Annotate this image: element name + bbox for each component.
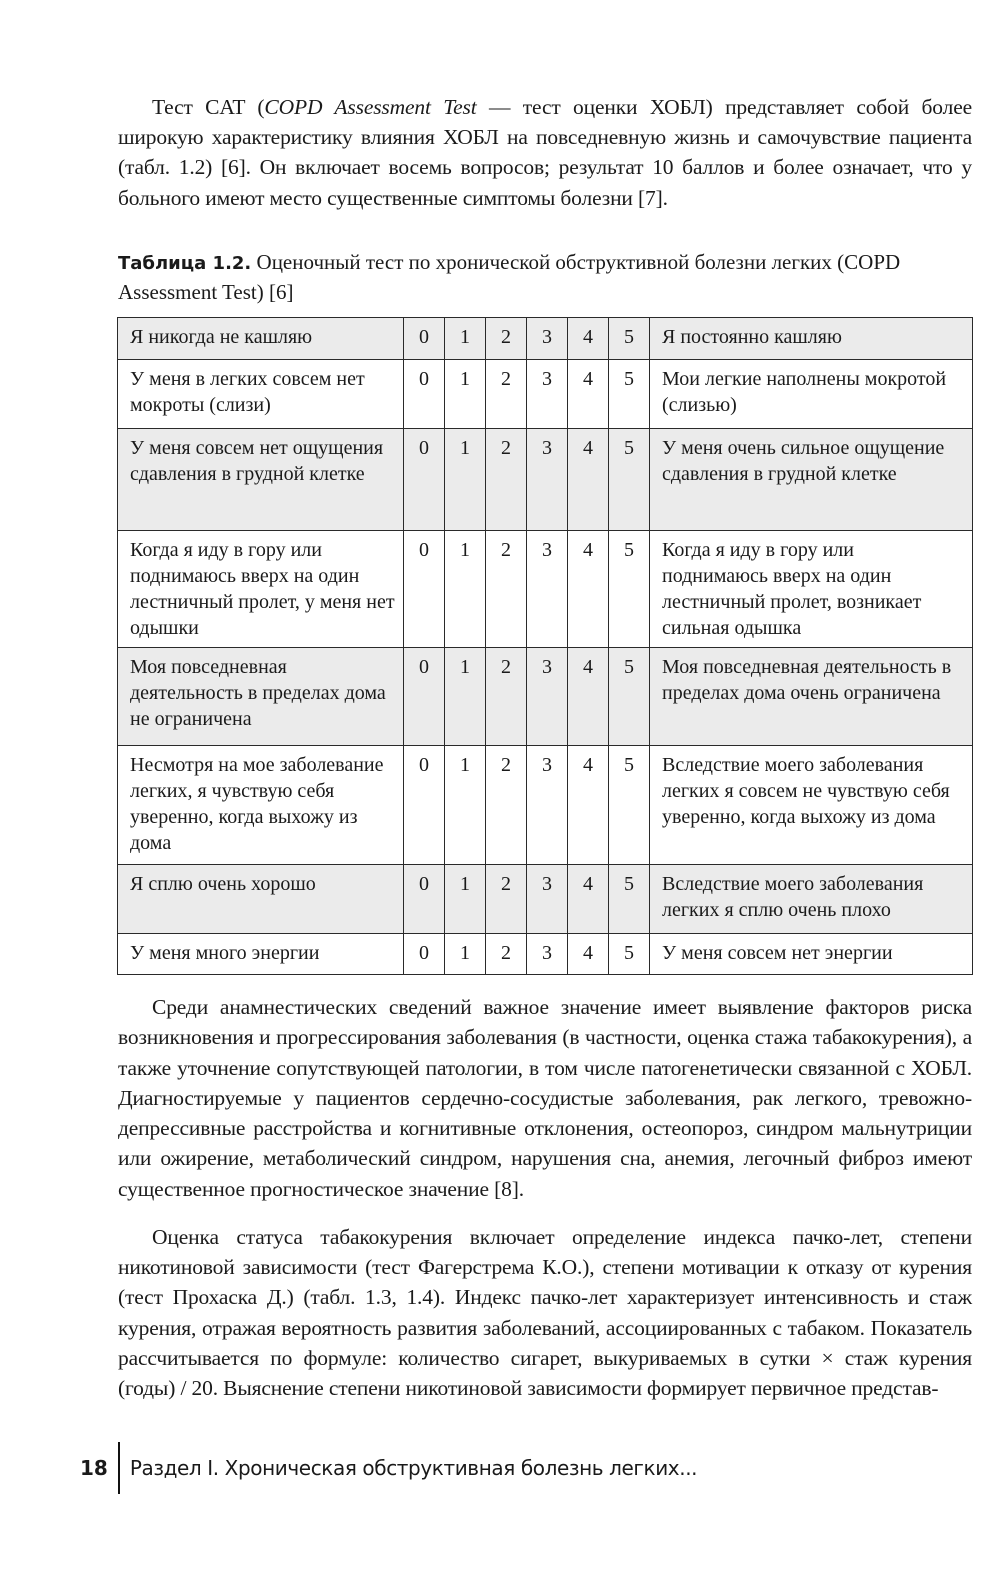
row-right-statement: Когда я иду в гору или поднимаюсь вверх на один лестничный пролет, возникает сильная одышка	[650, 531, 973, 648]
table-row	[118, 746, 973, 865]
score-cell: 2	[486, 360, 527, 429]
score-cell: 0	[404, 746, 445, 865]
score-cell: 4	[568, 429, 609, 531]
score-cell: 0	[404, 318, 445, 360]
row-left-statement: Я сплю очень хорошо	[118, 865, 404, 934]
score-cell: 2	[486, 648, 527, 746]
row-left-statement: Моя повседневная деятельность в пределах дома не ограничена	[118, 648, 404, 746]
score-cell: 0	[404, 865, 445, 934]
table-row	[118, 865, 973, 934]
score-cell: 1	[445, 746, 486, 865]
score-cell: 0	[404, 429, 445, 531]
score-cell: 5	[609, 360, 650, 429]
row-left-statement: Я никогда не кашляю	[118, 318, 404, 360]
score-cell: 2	[486, 531, 527, 648]
cat-table-body	[118, 318, 973, 975]
score-cell: 3	[527, 865, 568, 934]
score-cell: 3	[527, 531, 568, 648]
table-row	[118, 531, 973, 648]
score-cell: 4	[568, 648, 609, 746]
score-cell: 4	[568, 360, 609, 429]
score-cell: 1	[445, 318, 486, 360]
row-right-statement: Моя повседневная деятельность в пределах дома очень ограничена	[650, 648, 973, 746]
cat-table	[117, 317, 973, 975]
score-cell: 1	[445, 865, 486, 934]
intro-text-after: — тест оценки ХОБЛ) представляет собой более широкую характеристику влияния ХОБЛ на повседневную жизнь и самочувствие пациента (табл. 1.2) [6]. Он включает восемь вопросов; результат 10 баллов и более означает, что у больного имеют место существенные симптомы болезни [7].	[118, 95, 972, 210]
score-cell: 5	[609, 865, 650, 934]
score-cell: 2	[486, 746, 527, 865]
row-left-statement: У меня много энергии	[118, 934, 404, 975]
table-row	[118, 429, 973, 531]
score-cell: 3	[527, 934, 568, 975]
row-right-statement: Вследствие моего заболевания легких я совсем не чувствую себя уверенно, когда выхожу из дома	[650, 746, 973, 865]
page-footer	[80, 1445, 697, 1491]
score-cell: 1	[445, 429, 486, 531]
row-left-statement: У меня в легких совсем нет мокроты (слизи)	[118, 360, 404, 429]
score-cell: 5	[609, 318, 650, 360]
score-cell: 4	[568, 746, 609, 865]
score-cell: 0	[404, 934, 445, 975]
score-cell: 3	[527, 648, 568, 746]
score-cell: 0	[404, 360, 445, 429]
row-right-statement: Я постоянно кашляю	[650, 318, 973, 360]
row-right-statement: У меня совсем нет энергии	[650, 934, 973, 975]
table-caption	[118, 248, 972, 307]
score-cell: 1	[445, 934, 486, 975]
page-number: 18	[80, 1456, 108, 1480]
footer-divider	[118, 1442, 120, 1494]
score-cell: 4	[568, 318, 609, 360]
intro-text-before: Тест CAT (	[152, 95, 265, 119]
row-left-statement: Когда я иду в гору или поднимаюсь вверх на один лестничный пролет, у меня нет одышки	[118, 531, 404, 648]
score-cell: 2	[486, 429, 527, 531]
intro-paragraph	[118, 92, 972, 213]
score-cell: 1	[445, 648, 486, 746]
score-cell: 2	[486, 865, 527, 934]
score-cell: 3	[527, 360, 568, 429]
score-cell: 5	[609, 531, 650, 648]
row-left-statement: У меня совсем нет ощущения сдавления в грудной клетке	[118, 429, 404, 531]
score-cell: 2	[486, 318, 527, 360]
anamnesis-paragraph: Среди анамнестических сведений важное значение имеет выявление факторов риска возникновения и прогрессирования заболевания (в частности, оценка стажа табакокурения), а также уточнение сопутствующей патологии, в том числе патогенетически связанной с ХОБЛ. Диагностируемые у пациентов сердечно-сосудистые заболевания, рак легкого, тревожно-депрессивные расстройства и когнитивные отклонения, остеопороз, синдром мальнутриции или ожирение, метаболический синдром, нарушения сна, анемия, легочный фиброз имеют существенное прогностическое значение [8].	[118, 995, 972, 1201]
score-cell: 5	[609, 429, 650, 531]
table-caption-label: Таблица 1.2.	[118, 253, 252, 274]
running-title: Раздел I. Хроническая обструктивная болезнь легких...	[129, 1456, 698, 1480]
smoking-paragraph: Оценка статуса табакокурения включает определение индекса пачко-лет, степени никотиновой зависимости (тест Фагерстрема К.О.), степени мотивации к отказу от курения (тест Прохаска Д.) (табл. 1.3, 1.4). Индекс пачко-лет характеризует интенсивность и стаж курения, отражая вероятность развития заболеваний, ассоциированных с табаком. Показатель рассчитывается по формуле: количество сигарет, выкуриваемых в сутки × стаж курения (годы) / 20. Выяснение степени никотиновой зависимости формирует первичное представ-	[118, 1225, 972, 1401]
score-cell: 3	[527, 429, 568, 531]
score-cell: 4	[568, 865, 609, 934]
score-cell: 1	[445, 531, 486, 648]
table-row	[118, 934, 973, 975]
score-cell: 3	[527, 318, 568, 360]
score-cell: 0	[404, 648, 445, 746]
table-row	[118, 318, 973, 360]
score-cell: 5	[609, 648, 650, 746]
table-caption-text: Оценочный тест по хронической обструктивной болезни легких (COPD Assessment Test) [6]	[118, 250, 901, 304]
row-right-statement: Мои легкие наполнены мокротой (слизью)	[650, 360, 973, 429]
row-left-statement: Несмотря на мое заболевание легких, я чувствую себя уверенно, когда выхожу из дома	[118, 746, 404, 865]
table-row	[118, 360, 973, 429]
row-right-statement: У меня очень сильное ощущение сдавления в грудной клетке	[650, 429, 973, 531]
table-row	[118, 648, 973, 746]
score-cell: 4	[568, 531, 609, 648]
score-cell: 5	[609, 934, 650, 975]
score-cell: 5	[609, 746, 650, 865]
intro-text-italic: COPD Assessment Test	[264, 95, 477, 119]
score-cell: 4	[568, 934, 609, 975]
score-cell: 2	[486, 934, 527, 975]
row-right-statement: Вследствие моего заболевания легких я сплю очень плохо	[650, 865, 973, 934]
score-cell: 3	[527, 746, 568, 865]
score-cell: 1	[445, 360, 486, 429]
score-cell: 0	[404, 531, 445, 648]
